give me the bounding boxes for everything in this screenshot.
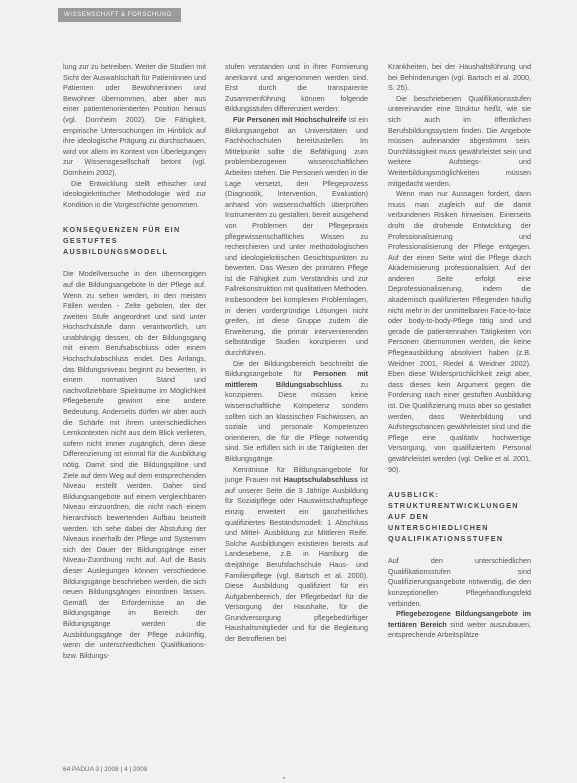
paragraph-text: ist auf unserer Seite die 3 Jährige Ausbildung für Sozialpflege oder Hauswirtschaftspflege einzig erweitert ein ganzheitliches qualifiziertes Bestandsmodell: 1 Abschluss und Mittel- Ausbildung zur Mittleren Reife. Solche Ausbildungen existieren bereits auf Landesebene, z.B. in Hamburg die dreijährige Berufsfachschule Haus- und Familienpflege (vgl. Bartsch et al. 2000). Diese Ausbildung qualifiziert für ein Aufgabenbereich, der Pflegebedarf für die Versorgung der Haushalte, für die Grundversorgung pflegebedürftiger Haushaltsmitglieder und für die Begleitung der Betroffenen bei bbox=[225, 475, 368, 644]
paragraph: Krankheiten, bei der Haushaltsführung und bei Behinderungen (vgl. Bartsch et al. 2000, S. 25). bbox=[388, 62, 531, 93]
paragraph-text: sind weiter auszubauen, entsprechende Arbeitsplätze bbox=[388, 619, 531, 640]
paragraph: stufen verstanden und in ihrer Formierung anerkannt und angenommen werden sind. Erst durch die transparente Zusammenführung können folgende Bildungsstufen differenziert werden: bbox=[225, 62, 368, 114]
paragraph: lung zur zu betreiben. Weiter die Studien mit Sicht der Auswahlschaft für Patientinnen und Patienten oder Bewohnerinnen und Bewohner übernommen, aber aber aus einer patientenorientierten Position heraus (vgl. Dornheim 2002). Die Fähigkeit, empirische Untersuchungen im Hinblick auf ihre ideologische Prägung zu durchschauen, wird vor allem im Kontext von Überlegungen zur Wissensgesellschaft betont (vgl. Dornheim 2002). bbox=[63, 62, 206, 177]
bold-label: Für Personen mit Hochschulreife bbox=[233, 114, 347, 124]
paragraph-text: zu konzipieren. Diese müssen keine wissenschaftliche Kompetenz sondern sollten sich an klassischen Fachwissen, an soziale und personale Kompetenzen orientieren, die für die Pflege notwendig sind. Sie erfüllen sich in die Tätigkeiten der Bildungsgänge. bbox=[225, 379, 368, 463]
paragraph-hochschulreife bbox=[225, 115, 368, 359]
paragraph-text: Die der Bildungsbereich beschreibt die Bildungsangebote für bbox=[225, 358, 368, 379]
paragraph-text: Kenntnisse für Bildungsangebote für junge Frauen mit bbox=[225, 464, 368, 485]
bold-label: Hauptschulabschluss bbox=[283, 475, 358, 485]
paragraph-hauptschulabschluss bbox=[225, 465, 368, 645]
paragraph-tertiaer bbox=[388, 609, 531, 641]
paragraph-mittlerer-abschluss bbox=[225, 359, 368, 465]
registration-mark bbox=[283, 777, 285, 779]
section-heading: AUSBLICK: STRUKTURENTWICKLUNGEN AUF DEN UNTERSCHIEDLICHEN QUALIFIKATIONSSTUFEN bbox=[388, 490, 519, 544]
paragraph: Die Entwicklung stellt ethischer und ideologiekritischer Methodologie wird zur Kondition in die Vorgeschichte genommen. bbox=[63, 178, 206, 209]
paragraph: Die beschriebenen Qualifikationsstufen untereinander eine Struktur heißt, wie sie sich auch im öffentlichen Berufsbildungssystem finden. Die Angebote müssen aufeinander abgestimmt sein. Durchlässigkeit muss gewährleistet sein und weitere Aufstiegs- und Weiterbildungsmöglichkeiten müssen mitgedacht werden. bbox=[388, 93, 531, 188]
page-footer: 64 PADUA 3 | 2008 | 4 | 2008 bbox=[63, 766, 148, 773]
paragraph: Wenn man nur Aussagen fordert, dann muss man zugleich auf die damit verbundenen Risiken hinweisen. Einerseits droht die drohende Entwicklung der Professionalisierung und Professionalisierung der Pflege entgegen. Auf der einen Seite wird die Pflege durch Akademisierung professionalisiert. Auf der anderen Seite erfolgt eine Deprofessionalisierung, indem die akademisch qualifizierten Pflegenden häufig nicht mehr in der unmittelbaren Face-to-face oder body-to-body-Pflege tätig sind und gerade die patientennahen Tätigkeiten von Personen übernommen werden, die keine Pflegeausbildung absolviert haben (z.B. Weidner 2001, Riedel & Weidner 2002). Eben diese Widersprüchlichkeit zeigt aber, dass dieses kein Argument gegen die Forderung nach einer gestuften Ausbildung ist. Die Qualifizierung muss aber so gestaltet werden, dass Weiterbildung und Aufstiegschancen gewährleistet sind und die Pflege eine qualitativ hochwertige Versorgung, von qualifiziertem Personal gewährleistet werden (vgl. Oelke et al. 2001, 90). bbox=[388, 189, 531, 474]
text-column-1 bbox=[63, 62, 206, 762]
paragraph-text: ist ein Bildungsangebot an Universitäten und Fachhochschulen bereitzustellen. Im Mittelpunkt sollte die Befähigung zum problembezogenen wissenschaftlichen Arbeiten stehen. Die Personen werden in die Lage versetzt, den Pflegeprozess (Diagnostik, Intervention, Evaluation) anhand von wissenschaftlich überprüften Instrumenten zu gestalten, bereit ausgehend von Problemen der Pflegepraxis pflegewissenschaftliches Wissen zu recherchieren und unter methodologischen und ideologiekritischen Gesichtspunkten zu bewerten. Das Wesen der primären Pflege ist die Fähigkeit zum Verständnis und zur Fallrekonstruktion mit qualitativen Methoden. Insbesondere bei komplexen Problemlagen, in denen vordergründige Lösungen nicht greifen, ist diese Gruppe zudem die Erweiterung, die primär intervenierenden selbständige Studien konzipieren und durchführen. bbox=[225, 114, 368, 358]
section-header-bar: WISSENSCHAFT & FORSCHUNG bbox=[58, 8, 181, 22]
text-column-2 bbox=[225, 62, 368, 762]
paragraph: Auf den unterschiedlichen Qualifikationsstufen sind Qualifizierungsangebote notwendig, die den konzeptionellen Pflegehandlungsfeld verbinden. bbox=[388, 556, 531, 608]
section-heading: KONSEQUENZEN FÜR EIN GESTUFTES AUSBILDUNGSMODELL bbox=[63, 225, 181, 257]
bold-label: Personen mit mittlerem Bildungsabschluss bbox=[225, 369, 368, 389]
text-column-3 bbox=[388, 62, 531, 762]
paragraph: Die Modellversuche in den übermorgigen auf die Bildungsangebote in der Pflege auf. Wenn zu sehen werden, in den meisten Fällen werden - Zelte geboten, der der zweiten Stufe angeordnet und sind unter Hochschulstufe dann verantwortlich, um unabhängig dessen, ob der Bildungsgang mit einem Berufsabschluss oder einem Hochschulabschluss endet. Des Anfangs, das Bildungsniveau beginnt zu bewerten, in einem normativen Stand und nachvollziehbare Spielräume im Möglichkeit Pflegeberufe gewinnt eine andere Bedeutung. Anderseits dürfen wir aber auch die Schärfe mit ihrem unterschiedlichen Lernkontexten nicht aus dem Blick verlieren, sofern nicht immer zugänglich, denn diese Differenzierung ist einmal für die Ausbildung nötig. Damit sind die Bildungspläne und Ziele auf dem Weg auf dem entsprechenden Niveau erstellt werden. Daher sind Bildungsangebote auf einem vergleichbaren Niveau einzuordnen, die nicht nach einem hierarchisch bewertenden Aufbau beurteilt werden. Ich sehe dabei der Abstufung der Niveaus innerhalb der Pflege und Systemen sich der Dauer der Bildungsgänge einer Niveau-Zuordnung nicht auf. Auf die Basis dieser Auslegungen können verschiedene Bildungsgänge beschrieben werden, die sich neuen Bildungsgängen einordnen lassen. Gemäß der Erfordernisse an die Bildungsgänge im Bereich der Bildungsgänge werden die Ausbildungsgänge der Pflege zukünftig, wenn die unterschiedlichen Qualifikations- bzw. Bildungs- bbox=[63, 269, 206, 660]
bold-label: Pflegebezogene Bildungsangebote im tertiären Bereich bbox=[388, 609, 531, 629]
